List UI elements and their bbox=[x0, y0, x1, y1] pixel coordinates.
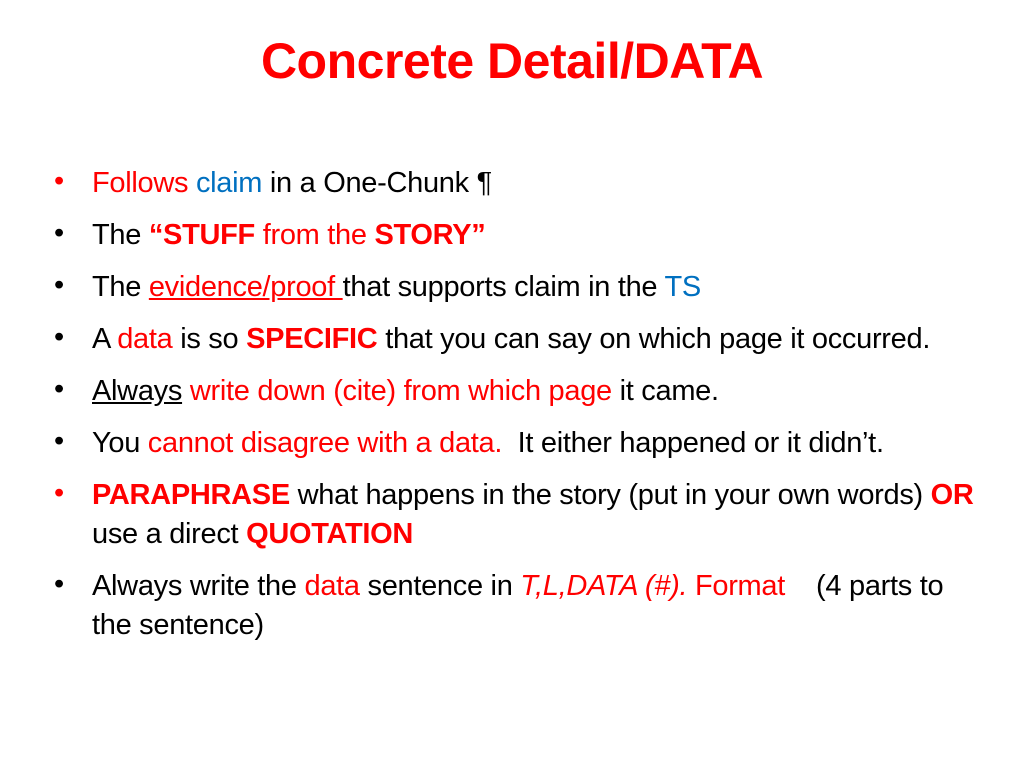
bullet-text: data bbox=[304, 570, 360, 602]
slide-title: Concrete Detail/DATA bbox=[260, 33, 764, 89]
bullet-item bbox=[50, 476, 980, 554]
bullet-text: use a direct bbox=[92, 518, 247, 550]
bullet-dot-icon: • bbox=[54, 269, 64, 301]
bullet-list bbox=[50, 164, 980, 658]
bullet-item bbox=[50, 216, 980, 255]
bullet-dot-icon: • bbox=[54, 373, 64, 405]
bullet-text: from the bbox=[254, 219, 375, 251]
bullet-dot-icon: • bbox=[54, 425, 64, 457]
bullet-text: Always bbox=[92, 375, 183, 407]
bullet-text: Always write the bbox=[92, 570, 305, 602]
bullet-item bbox=[50, 320, 980, 359]
bullet-text: TS bbox=[664, 271, 701, 303]
bullet-text: Follows bbox=[92, 167, 189, 199]
bullet-text: Format bbox=[687, 570, 786, 602]
bullet-text: The bbox=[92, 219, 149, 251]
bullet-dot-icon: • bbox=[54, 217, 64, 249]
bullet-text: cannot disagree with a data. bbox=[147, 427, 503, 459]
bullet-text: sentence in bbox=[359, 570, 521, 602]
bullet-text: is so bbox=[172, 323, 247, 355]
bullet-text: that you can say on which page it occurred. bbox=[377, 323, 931, 355]
bullet-text: T,L,DATA (#). bbox=[520, 570, 688, 602]
bullet-text: (4 parts to the sentence) bbox=[92, 570, 952, 641]
bullet-item bbox=[50, 567, 980, 645]
bullet-text: write down (cite) from which page bbox=[189, 375, 612, 407]
bullet-text: data bbox=[117, 323, 173, 355]
bullet-dot-icon: • bbox=[54, 321, 64, 353]
bullet-text bbox=[188, 167, 196, 199]
bullet-text: OR bbox=[930, 479, 974, 511]
bullet-text: STORY” bbox=[374, 219, 486, 251]
bullet-text: The bbox=[92, 271, 149, 303]
bullet-text: what happens in the story (put in your own words) bbox=[289, 479, 931, 511]
bullet-text: “STUFF bbox=[148, 219, 255, 251]
bullet-item bbox=[50, 424, 980, 463]
bullet-text: It either happened or it didn’t. bbox=[502, 427, 884, 459]
bullet-item bbox=[50, 372, 980, 411]
bullet-text: in a One-Chunk ¶ bbox=[262, 167, 492, 199]
bullet-text: A bbox=[92, 323, 118, 355]
bullet-item bbox=[50, 268, 980, 307]
bullet-dot-icon: • bbox=[54, 165, 64, 197]
bullet-text: that supports claim in the bbox=[342, 271, 665, 303]
bullet-text: SPECIFIC bbox=[246, 323, 378, 355]
bullet-text bbox=[182, 375, 190, 407]
bullet-item bbox=[50, 164, 980, 203]
bullet-text: You bbox=[92, 427, 148, 459]
bullet-dot-icon: • bbox=[54, 568, 64, 600]
bullet-text: PARAPHRASE bbox=[92, 479, 290, 511]
bullet-text: claim bbox=[195, 167, 263, 199]
bullet-text: QUOTATION bbox=[246, 518, 414, 550]
bullet-text: it came. bbox=[611, 375, 719, 407]
bullet-dot-icon: • bbox=[54, 477, 64, 509]
bullet-text: evidence/proof bbox=[148, 271, 343, 303]
